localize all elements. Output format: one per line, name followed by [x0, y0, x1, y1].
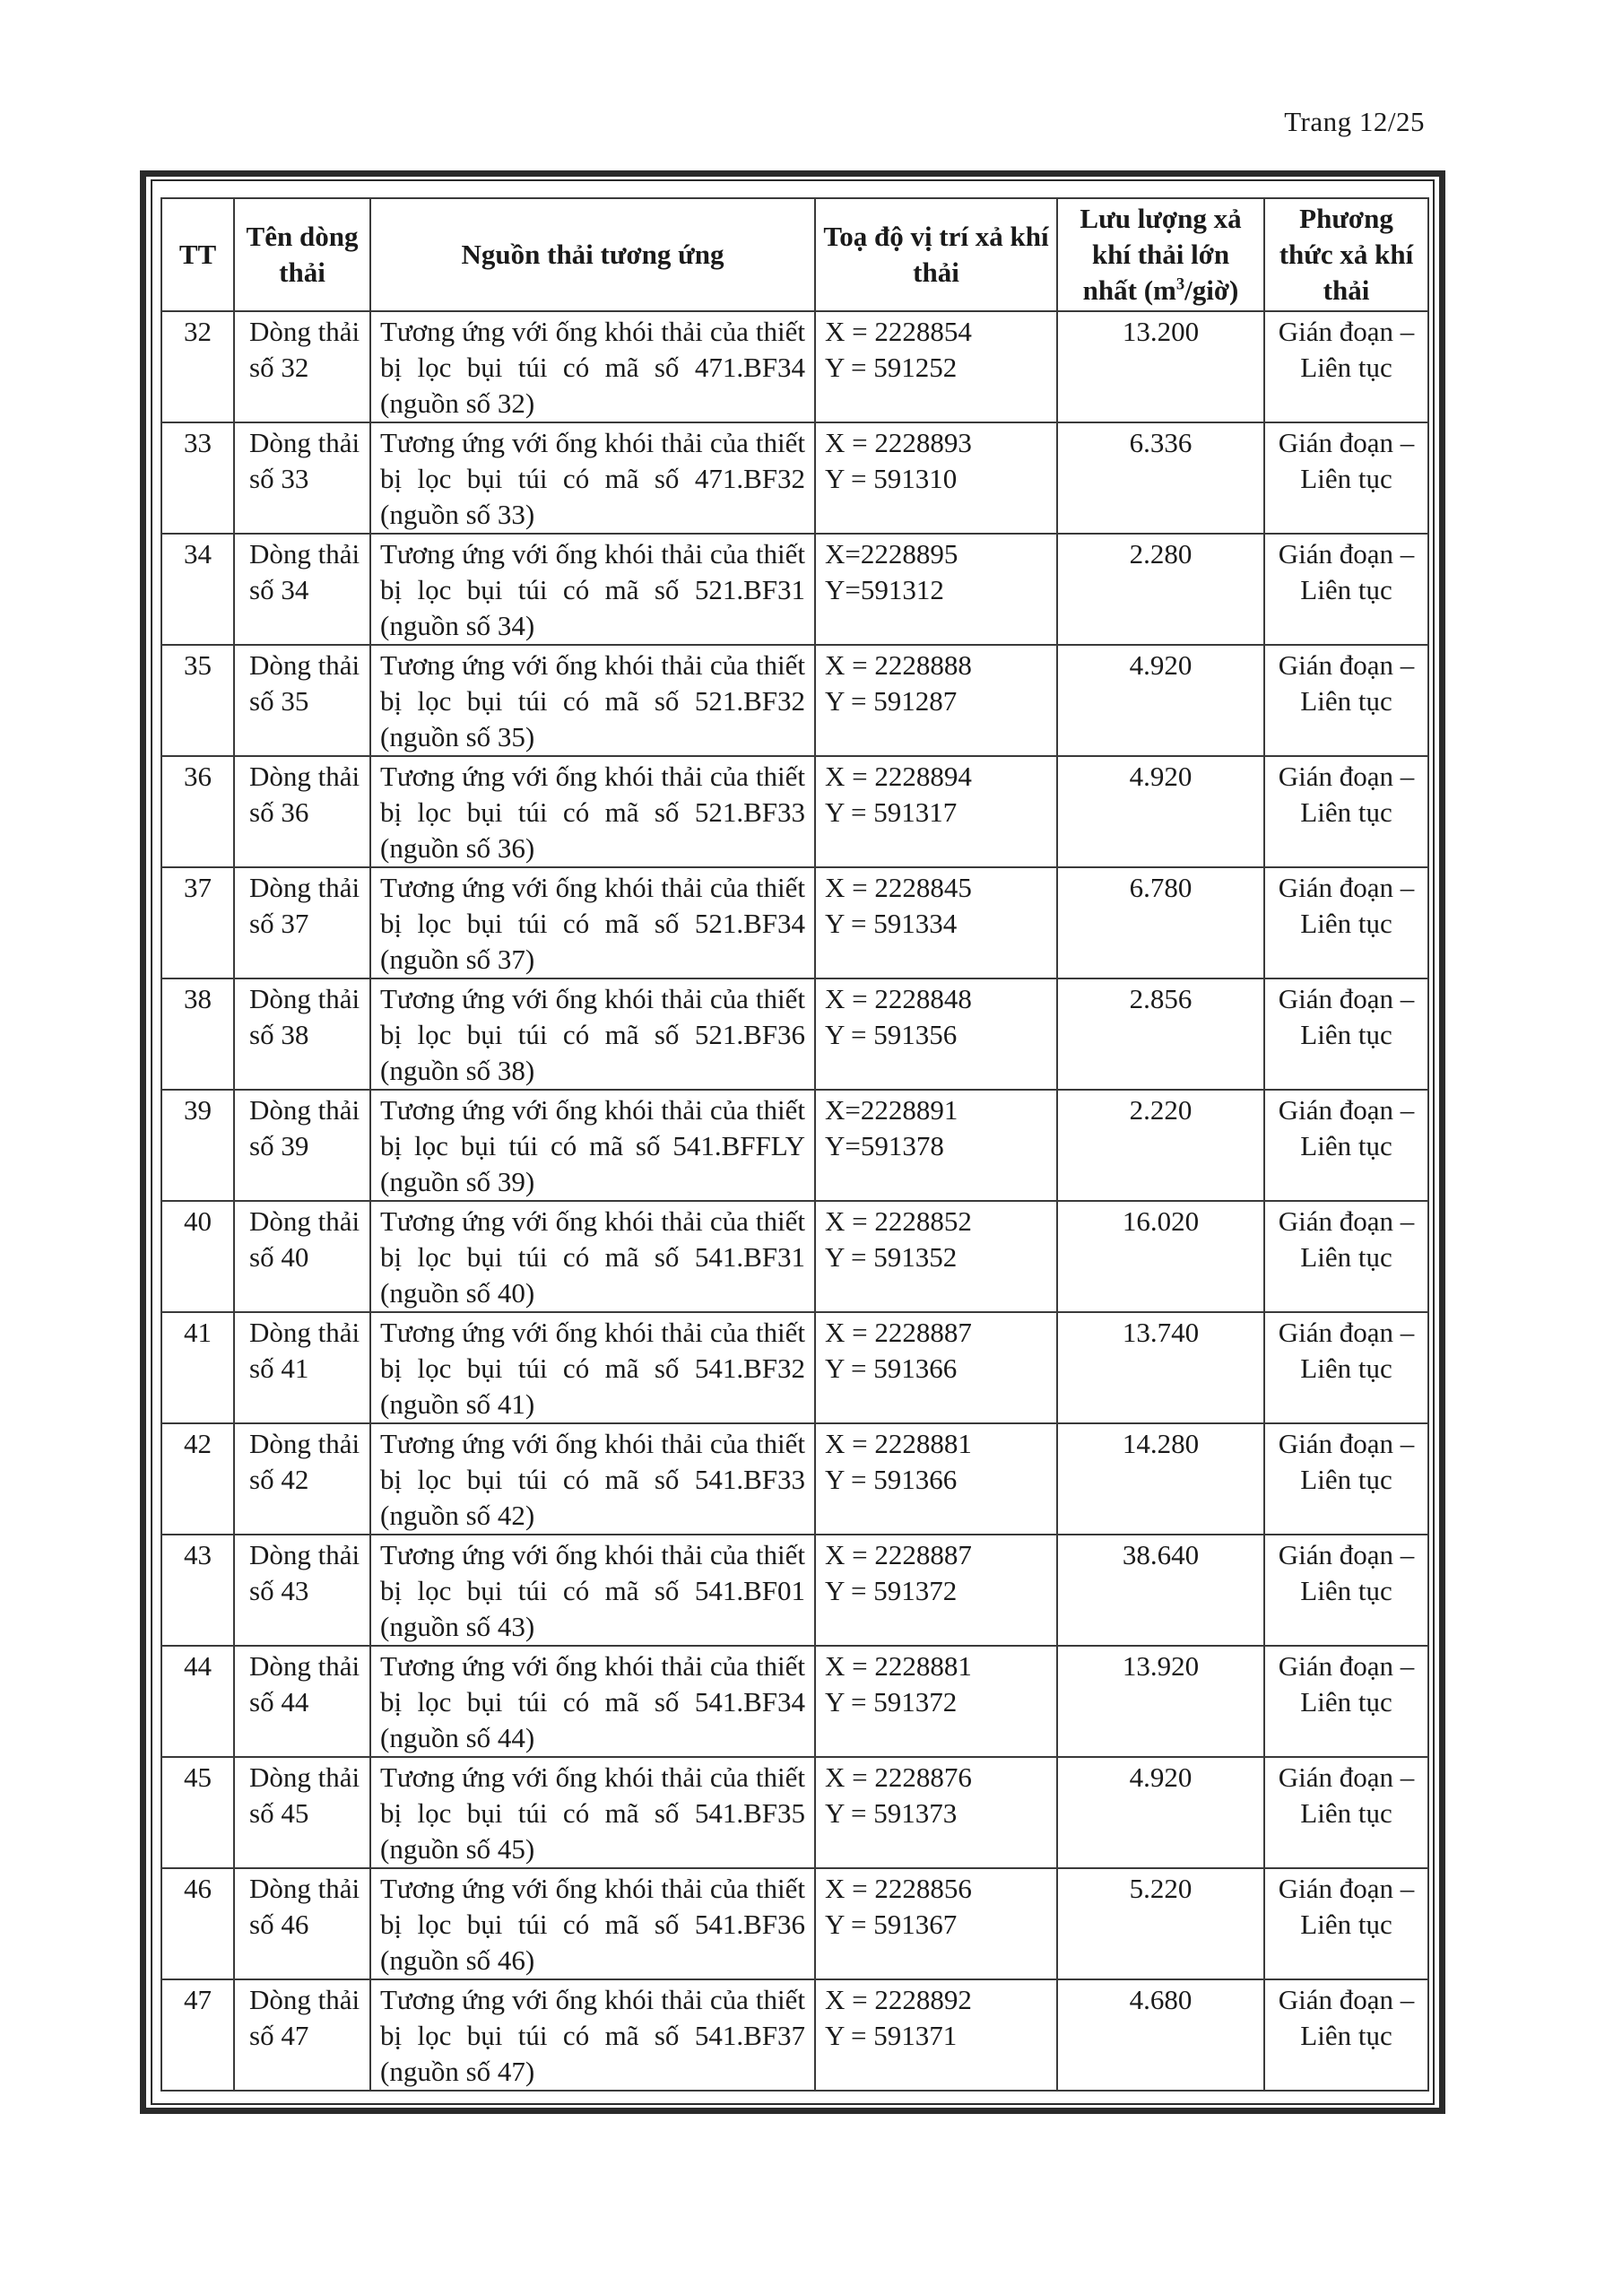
- cell-flow: 2.220: [1057, 1090, 1264, 1201]
- cell-tt: 32: [161, 311, 234, 422]
- cell-mode: Gián đoạn – Liên tục: [1264, 1535, 1428, 1646]
- coord-y: Y = 591366: [825, 1464, 958, 1495]
- cell-source: Tương ứng với ống khói thải của thiết bị lọc bụi túi có mã số 541.BF32 (nguồn số 41): [370, 1312, 815, 1423]
- cell-flow: 5.220: [1057, 1868, 1264, 1979]
- cell-flow: 4.920: [1057, 645, 1264, 756]
- cell-tt: 33: [161, 422, 234, 534]
- cell-flow: 14.280: [1057, 1423, 1264, 1535]
- cell-source: Tương ứng với ống khói thải của thiết bị lọc bụi túi có mã số 541.BF31 (nguồn số 40): [370, 1201, 815, 1312]
- cell-coords: [815, 867, 1057, 978]
- cell-tt: 40: [161, 1201, 234, 1312]
- cell-flow: 6.336: [1057, 422, 1264, 534]
- cell-name: Dòng thải số 47: [234, 1979, 370, 2091]
- cell-flow: 2.856: [1057, 978, 1264, 1090]
- table-row: [161, 1312, 1428, 1423]
- header-source: Nguồn thải tương ứng: [370, 198, 815, 311]
- cell-coords: [815, 645, 1057, 756]
- cell-name: Dòng thải số 45: [234, 1757, 370, 1868]
- cell-coords: [815, 311, 1057, 422]
- cell-name: Dòng thải số 34: [234, 534, 370, 645]
- cell-name: Dòng thải số 39: [234, 1090, 370, 1201]
- header-flow-sup: 3: [1175, 274, 1185, 294]
- table-row: [161, 422, 1428, 534]
- cell-source: Tương ứng với ống khói thải của thiết bị lọc bụi túi có mã số 541.BFFLY (nguồn số 39): [370, 1090, 815, 1201]
- cell-coords: [815, 1201, 1057, 1312]
- cell-tt: 46: [161, 1868, 234, 1979]
- cell-coords: [815, 1868, 1057, 1979]
- header-flow-text: Lưu lượng xả khí thải lớn nhất (m: [1080, 203, 1242, 306]
- cell-mode: Gián đoạn – Liên tục: [1264, 534, 1428, 645]
- cell-mode: Gián đoạn – Liên tục: [1264, 1312, 1428, 1423]
- cell-tt: 39: [161, 1090, 234, 1201]
- cell-mode: Gián đoạn – Liên tục: [1264, 1757, 1428, 1868]
- cell-name: Dòng thải số 38: [234, 978, 370, 1090]
- header-name: Tên dòng thải: [234, 198, 370, 311]
- table-row: [161, 1757, 1428, 1868]
- cell-coords: [815, 1535, 1057, 1646]
- cell-coords: [815, 1646, 1057, 1757]
- coord-y: Y = 591317: [825, 796, 958, 828]
- coord-x: X = 2228887: [825, 1317, 972, 1348]
- cell-name: Dòng thải số 35: [234, 645, 370, 756]
- cell-tt: 34: [161, 534, 234, 645]
- header-flow: [1057, 198, 1264, 311]
- coord-y: Y = 591366: [825, 1352, 958, 1384]
- coord-x: X = 2228845: [825, 872, 972, 903]
- coord-y: Y = 591373: [825, 1797, 958, 1829]
- coord-y: Y = 591310: [825, 463, 958, 494]
- cell-tt: 45: [161, 1757, 234, 1868]
- cell-coords: [815, 422, 1057, 534]
- cell-flow: 13.740: [1057, 1312, 1264, 1423]
- cell-name: Dòng thải số 41: [234, 1312, 370, 1423]
- cell-source: Tương ứng với ống khói thải của thiết bị lọc bụi túi có mã số 541.BF35 (nguồn số 45): [370, 1757, 815, 1868]
- cell-name: Dòng thải số 32: [234, 311, 370, 422]
- cell-mode: Gián đoạn – Liên tục: [1264, 1646, 1428, 1757]
- page-number: Trang 12/25: [1284, 106, 1425, 137]
- coord-x: X = 2228894: [825, 761, 972, 792]
- cell-mode: Gián đoạn – Liên tục: [1264, 867, 1428, 978]
- cell-mode: Gián đoạn – Liên tục: [1264, 1201, 1428, 1312]
- coord-x: X = 2228848: [825, 983, 972, 1014]
- table-row: [161, 867, 1428, 978]
- cell-coords: [815, 1757, 1057, 1868]
- cell-name: Dòng thải số 36: [234, 756, 370, 867]
- cell-coords: [815, 1090, 1057, 1201]
- coord-y: Y = 591356: [825, 1019, 958, 1050]
- cell-coords: [815, 1423, 1057, 1535]
- cell-mode: Gián đoạn – Liên tục: [1264, 311, 1428, 422]
- cell-source: Tương ứng với ống khói thải của thiết bị lọc bụi túi có mã số 521.BF32 (nguồn số 35): [370, 645, 815, 756]
- table-row: [161, 311, 1428, 422]
- cell-flow: 4.920: [1057, 756, 1264, 867]
- cell-flow: 6.780: [1057, 867, 1264, 978]
- cell-source: Tương ứng với ống khói thải của thiết bị lọc bụi túi có mã số 541.BF36 (nguồn số 46): [370, 1868, 815, 1979]
- header-tt: TT: [161, 198, 234, 311]
- cell-name: Dòng thải số 33: [234, 422, 370, 534]
- cell-tt: 36: [161, 756, 234, 867]
- cell-mode: Gián đoạn – Liên tục: [1264, 1868, 1428, 1979]
- cell-coords: [815, 978, 1057, 1090]
- table-row: [161, 978, 1428, 1090]
- cell-mode: Gián đoạn – Liên tục: [1264, 645, 1428, 756]
- table-row: [161, 1201, 1428, 1312]
- coord-x: X = 2228887: [825, 1539, 972, 1570]
- cell-tt: 41: [161, 1312, 234, 1423]
- table-row: [161, 645, 1428, 756]
- table-row: [161, 1090, 1428, 1201]
- cell-source: Tương ứng với ống khói thải của thiết bị lọc bụi túi có mã số 521.BF33 (nguồn số 36): [370, 756, 815, 867]
- coord-x: X = 2228854: [825, 316, 972, 347]
- cell-flow: 13.920: [1057, 1646, 1264, 1757]
- cell-flow: 16.020: [1057, 1201, 1264, 1312]
- coord-x: X = 2228888: [825, 649, 972, 681]
- cell-tt: 37: [161, 867, 234, 978]
- cell-flow: 2.280: [1057, 534, 1264, 645]
- cell-coords: [815, 534, 1057, 645]
- cell-source: Tương ứng với ống khói thải của thiết bị lọc bụi túi có mã số 521.BF36 (nguồn số 38): [370, 978, 815, 1090]
- coord-x: X=2228891: [825, 1094, 958, 1126]
- header-flow-unit: /giờ): [1184, 274, 1239, 306]
- cell-flow: 4.680: [1057, 1979, 1264, 2091]
- coord-x: X = 2228881: [825, 1650, 972, 1682]
- cell-name: Dòng thải số 42: [234, 1423, 370, 1535]
- cell-mode: Gián đoạn – Liên tục: [1264, 422, 1428, 534]
- header-mode: Phương thức xả khí thải: [1264, 198, 1428, 311]
- cell-source: Tương ứng với ống khói thải của thiết bị lọc bụi túi có mã số 541.BF01 (nguồn số 43): [370, 1535, 815, 1646]
- cell-mode: Gián đoạn – Liên tục: [1264, 1090, 1428, 1201]
- cell-flow: 13.200: [1057, 311, 1264, 422]
- header-coords: Toạ độ vị trí xả khí thải: [815, 198, 1057, 311]
- cell-flow: 4.920: [1057, 1757, 1264, 1868]
- coord-y: Y = 591372: [825, 1686, 958, 1718]
- cell-flow: 38.640: [1057, 1535, 1264, 1646]
- cell-tt: 35: [161, 645, 234, 756]
- coord-y: Y = 591352: [825, 1241, 958, 1273]
- cell-name: Dòng thải số 40: [234, 1201, 370, 1312]
- table-row: [161, 756, 1428, 867]
- table-row: [161, 1979, 1428, 2091]
- cell-coords: [815, 1312, 1057, 1423]
- cell-name: Dòng thải số 44: [234, 1646, 370, 1757]
- cell-source: Tương ứng với ống khói thải của thiết bị lọc bụi túi có mã số 541.BF37 (nguồn số 47): [370, 1979, 815, 2091]
- coord-y: Y = 591372: [825, 1575, 958, 1606]
- table-row: [161, 1423, 1428, 1535]
- cell-name: Dòng thải số 43: [234, 1535, 370, 1646]
- table-header-row: [161, 198, 1428, 311]
- table-row: [161, 534, 1428, 645]
- cell-coords: [815, 756, 1057, 867]
- coord-x: X = 2228852: [825, 1205, 972, 1237]
- coord-y: Y = 591252: [825, 352, 958, 383]
- cell-source: Tương ứng với ống khói thải của thiết bị lọc bụi túi có mã số 521.BF31 (nguồn số 34): [370, 534, 815, 645]
- cell-mode: Gián đoạn – Liên tục: [1264, 1423, 1428, 1535]
- table-row: [161, 1535, 1428, 1646]
- cell-name: Dòng thải số 46: [234, 1868, 370, 1979]
- cell-source: Tương ứng với ống khói thải của thiết bị lọc bụi túi có mã số 541.BF34 (nguồn số 44): [370, 1646, 815, 1757]
- coord-y: Y = 591287: [825, 685, 958, 717]
- cell-tt: 47: [161, 1979, 234, 2091]
- coord-x: X=2228895: [825, 538, 958, 570]
- coord-y: Y=591312: [825, 574, 944, 605]
- cell-tt: 43: [161, 1535, 234, 1646]
- coord-y: Y=591378: [825, 1130, 944, 1161]
- cell-mode: Gián đoạn – Liên tục: [1264, 756, 1428, 867]
- cell-source: Tương ứng với ống khói thải của thiết bị lọc bụi túi có mã số 471.BF32 (nguồn số 33): [370, 422, 815, 534]
- table-body: [161, 311, 1428, 2091]
- cell-tt: 38: [161, 978, 234, 1090]
- coord-y: Y = 591371: [825, 2020, 958, 2051]
- table-row: [161, 1868, 1428, 1979]
- coord-y: Y = 591367: [825, 1909, 958, 1940]
- coord-x: X = 2228881: [825, 1428, 972, 1459]
- cell-source: Tương ứng với ống khói thải của thiết bị lọc bụi túi có mã số 471.BF34 (nguồn số 32): [370, 311, 815, 422]
- cell-tt: 42: [161, 1423, 234, 1535]
- cell-mode: Gián đoạn – Liên tục: [1264, 1979, 1428, 2091]
- table-row: [161, 1646, 1428, 1757]
- coord-x: X = 2228856: [825, 1873, 972, 1904]
- cell-coords: [815, 1979, 1057, 2091]
- cell-source: Tương ứng với ống khói thải của thiết bị lọc bụi túi có mã số 521.BF34 (nguồn số 37): [370, 867, 815, 978]
- coord-y: Y = 591334: [825, 908, 958, 939]
- cell-name: Dòng thải số 37: [234, 867, 370, 978]
- coord-x: X = 2228893: [825, 427, 972, 458]
- coord-x: X = 2228892: [825, 1984, 972, 2015]
- cell-source: Tương ứng với ống khói thải của thiết bị lọc bụi túi có mã số 541.BF33 (nguồn số 42): [370, 1423, 815, 1535]
- cell-mode: Gián đoạn – Liên tục: [1264, 978, 1428, 1090]
- cell-tt: 44: [161, 1646, 234, 1757]
- coord-x: X = 2228876: [825, 1761, 972, 1793]
- emission-table: [160, 197, 1429, 2092]
